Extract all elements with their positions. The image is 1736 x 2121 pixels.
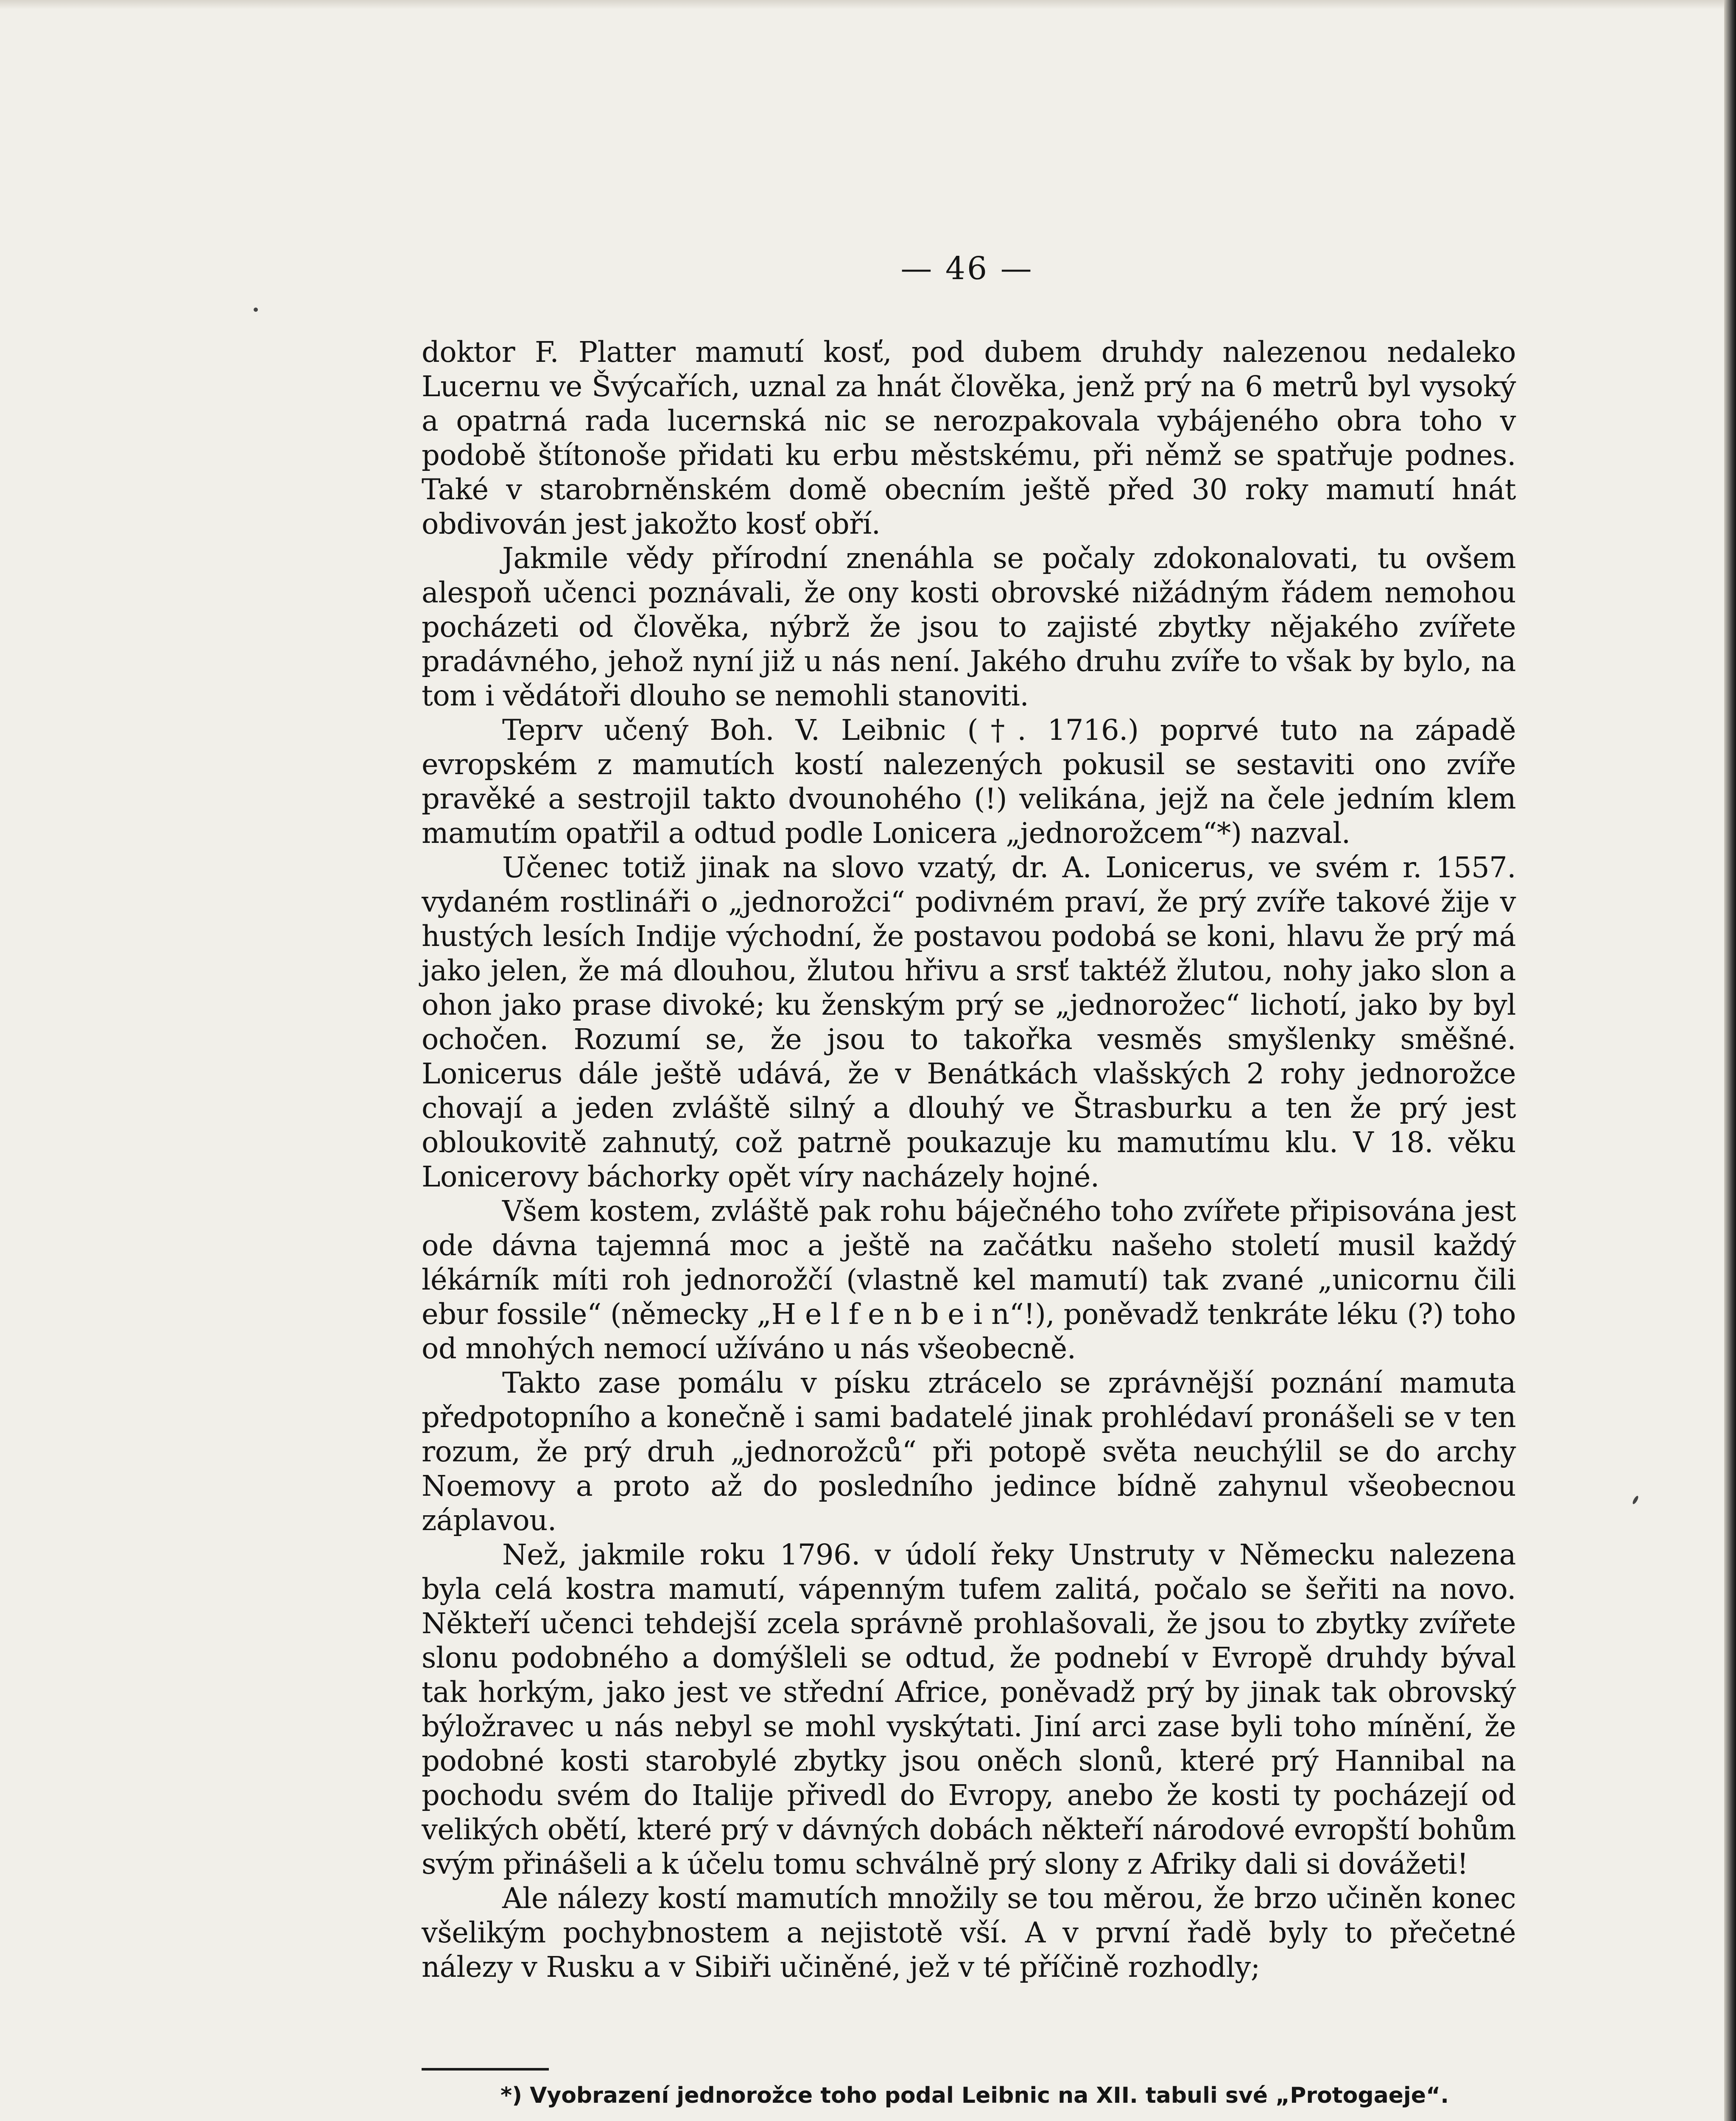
- paragraph-1: doktor F. Platter mamutí kosť, pod dubem druhdy nalezenou nedaleko Lucernu ve Švýcařích, uznal za hnát člověka, jenž prý na 6 metrů byl vysoký a opatrná rada lucernská nic se nerozpakovala vybájeného obra toho v podobě štítonoše přidati ku erbu městskému, při němž se spatřuje podnes. Také v starobrněnském domě obecním ještě před 30 roky mamutí hnát obdivován jest jakožto kosť obří.: [422, 336, 1516, 540]
- paragraph-6: Takto zase pomálu v písku ztrácelo se zprávnější poznání mamuta předpotopního a konečně i sami badatelé jinak prohlédaví pronášeli se v ten rozum, že prý druh „jednorožců“ při potopě světa neuchýlil se do archy Noemovy a proto až do posledního jedince bídně zahynul všeobecnou záplavou.: [422, 1366, 1516, 1537]
- page-number: — 46 —: [900, 250, 1034, 287]
- scan-speck: [254, 308, 258, 312]
- page-binding-edge: [1724, 0, 1736, 2121]
- paragraph-7: Než, jakmile roku 1796. v údolí řeky Unstruty v Německu nalezena byla celá kostra mamutí, vápenným tufem zalitá, počalo se šeřiti na novo. Někteří učenci tehdejší zcela správně prohlašovali, že jsou to zbytky zvířete slonu podobného a domýšleli se odtud, že podnebí v Evropě druhdy býval tak horkým, jako jest ve střední Africe, poněvadž prý by jinak tak obrovský býložravec u nás nebyl se mohl vyskýtati. Jiní arci zase byli toho mínění, že podobné kosti starobylé zbytky jsou oněch slonů, které prý Hannibal na pochodu svém do Italije přivedl do Evropy, anebo že kosti ty pocházejí od velikých obětí, které prý v dávných dobách někteří národové evropští bohům svým přinášeli a k účelu tomu schválně prý slony z Afriky dali si dovážeti!: [422, 1538, 1516, 1880]
- paragraph-2: Jakmile vědy přírodní znenáhla se počaly zdokonalovati, tu ovšem alespoň učenci poznávali, že ony kosti obrovské nižádným řádem nemohou pocházeti od člověka, nýbrž že jsou to zajisté zbytky nějakého zvířete pradávného, jehož nyní již u nás není. Jakého druhu zvíře to však by bylo, na tom i vědátoři dlouho se nemohli stanoviti.: [422, 542, 1516, 712]
- body-text: [422, 335, 1516, 1984]
- scan-speck: [1632, 1495, 1639, 1505]
- footnote: *) Vyobrazení jednorožce toho podal Leibnic na XII. tabuli své „Protogaeje“.: [500, 2083, 1449, 2108]
- paragraph-8: Ale nálezy kostí mamutích množily se tou měrou, že brzo učiněn konec všelikým pochybnostem a nejistotě vší. A v první řadě byly to přečetné nálezy v Rusku a v Sibiři učiněné, jež v té příčině rozhodly;: [422, 1882, 1516, 1984]
- paragraph-4: Učenec totiž jinak na slovo vzatý, dr. A. Lonicerus, ve svém r. 1557. vydaném rostlináři o „jednorožci“ podivném praví, že prý zvíře takové žije v hustých lesích Indije východní, že postavou podobá se koni, hlavu že prý má jako jelen, že má dlouhou, žlutou hřivu a srsť taktéž žlutou, nohy jako slon a ohon jako prase divoké; ku ženským prý se „jednorožec“ lichotí, jako by byl ochočen. Rozumí se, že jsou to takořka vesměs smyšlenky směšné. Lonicerus dále ještě udává, že v Benátkách vlašských 2 rohy jednorožce chovají a jeden zvláště silný a dlouhý ve Štrasburku a ten že prý jest obloukovitě zahnutý, což patrně poukazuje ku mamutímu klu. V 18. věku Lonicerovy báchorky opět víry nacházely hojné.: [422, 851, 1516, 1193]
- footnote-rule: [422, 2068, 549, 2071]
- paragraph-5: Všem kostem, zvláště pak rohu báječného toho zvířete připisována jest ode dávna tajemná moc a ještě na začátku našeho století musil každý lékárník míti roh jednorožčí (vlastně kel mamutí) tak zvané „unicornu čili ebur fossile“ (německy „H e l f e n b e i n“!), poněvadž tenkráte léku (?) toho od mnohých nemocí užíváno u nás všeobecně.: [422, 1195, 1516, 1365]
- page-top-edge: [0, 0, 1736, 9]
- paragraph-3: Teprv učený Boh. V. Leibnic (†. 1716.) poprvé tuto na západě evropském z mamutích kostí nalezených pokusil se sestaviti ono zvíře pravěké a sestrojil takto dvounohého (!) velikána, jejž na čele jedním klem mamutím opatřil a odtud podle Lonicera „jednorožcem“*) nazval.: [422, 714, 1516, 850]
